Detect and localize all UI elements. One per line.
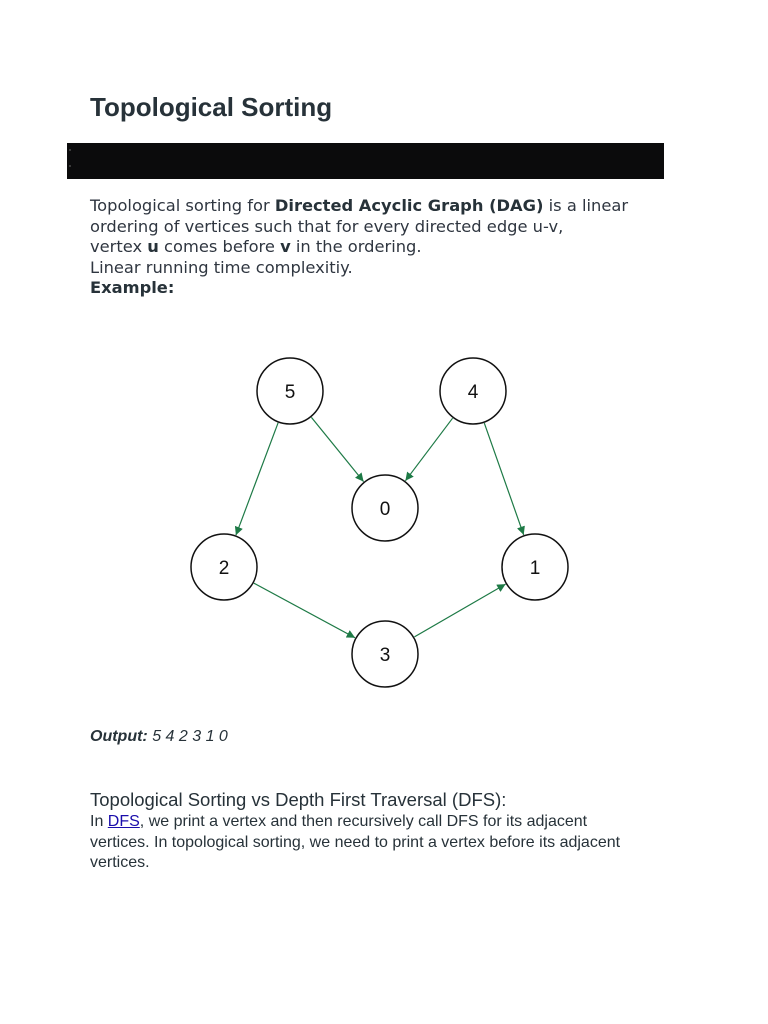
intro-line-1 [90, 196, 690, 217]
dag-term: Directed Acyclic Graph (DAG) [274, 196, 544, 215]
section-text: , we print a vertex and then recursively call DFS for its adjacent [139, 813, 588, 830]
intro-paragraph [90, 196, 690, 299]
intro-line-2: ordering of vertices such that for every directed edge u-v, [90, 216, 564, 236]
intro-line-3 [90, 237, 690, 258]
section-paragraph [90, 812, 690, 874]
edge-5-2 [236, 423, 278, 535]
edge-5-0 [311, 417, 363, 481]
dag-diagram [185, 355, 575, 695]
page-title: Topological Sorting [90, 92, 333, 122]
section-line-2: vertices. In topological sorting, we need to print a vertex before its adjacent [90, 833, 621, 851]
node-label-1: 1 [529, 558, 541, 579]
edge-2-3 [254, 583, 355, 638]
output-line [90, 728, 228, 746]
example-text: Example: [90, 278, 175, 297]
intro-text: Topological sorting for [90, 196, 275, 215]
black-banner [67, 143, 664, 179]
dfs-link[interactable]: DFS [107, 813, 140, 830]
vertex-v: v [280, 237, 291, 256]
section-line-3: vertices. [90, 854, 150, 871]
banner-dot [69, 165, 71, 167]
node-label-2: 2 [218, 558, 230, 579]
output-label: Output: [90, 728, 148, 745]
intro-text: in the ordering. [290, 237, 422, 256]
vertex-u: u [147, 237, 159, 256]
edge-4-0 [405, 418, 452, 481]
edge-4-1 [484, 423, 523, 535]
intro-text: is a linear [543, 196, 629, 215]
node-label-5: 5 [284, 382, 296, 403]
intro-text: comes before [158, 237, 281, 256]
node-label-0: 0 [379, 499, 391, 520]
banner-dot [69, 149, 71, 151]
example-label [90, 278, 690, 299]
output-value: 5 4 2 3 1 0 [147, 728, 228, 745]
intro-line-4: Linear running time complexitiy. [90, 257, 353, 277]
section-line-1 [90, 812, 690, 833]
edge-3-1 [414, 584, 505, 637]
section-text: In [90, 813, 108, 830]
section-heading: Topological Sorting vs Depth First Traversal (DFS): [90, 789, 507, 810]
intro-text: vertex [90, 237, 148, 256]
node-label-4: 4 [467, 382, 479, 403]
node-label-3: 3 [379, 645, 391, 666]
